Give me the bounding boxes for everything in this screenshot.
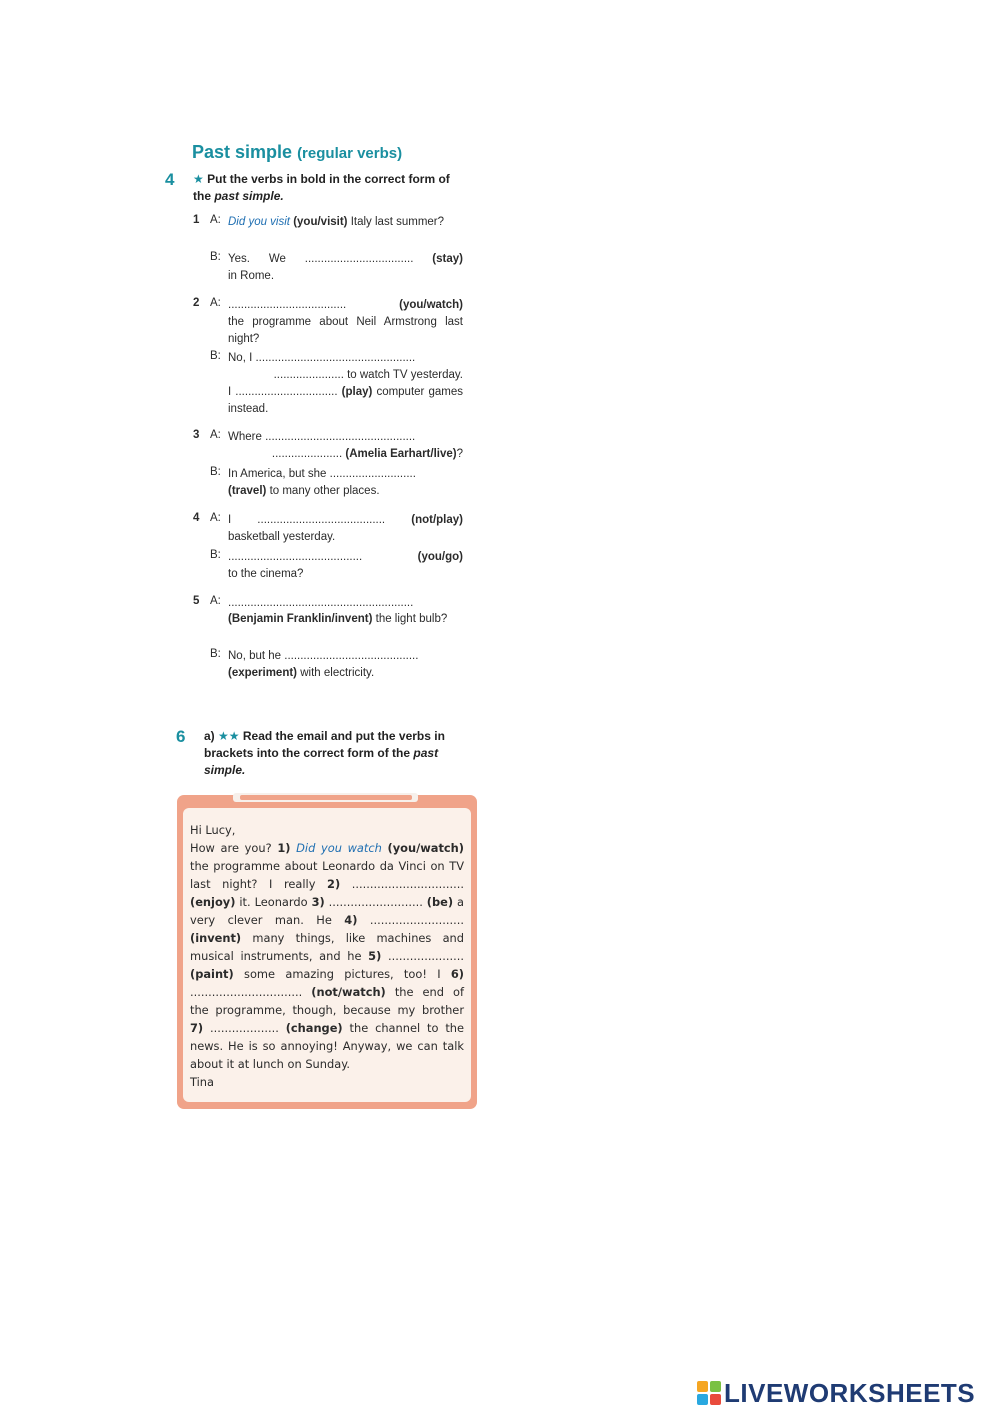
blank-2[interactable]: ............................... [351,877,465,891]
email-paragraph: How are you? 1) Did you watch (you/watch) the programme about Leonardo da Vinci on TV last night? I really 2) ............................... (enjoy) it. Leonardo 3) .......................... (be) a very clever man. He 4) .......................... (invent) many things, like machines and musical instruments, and he 5) ..................... (paint) some amazing pictures, too! I 6) ............................... (not/watch) the end of the programme, though, because my brother 7) ................... (change) the channel to the news. He is so annoying! Anyway, we can talk about it at lunch on Sunday. [190,841,465,1071]
question-1-a-text: Did you visit (you/visit) Italy last summer? [228,216,445,228]
question-4-b-text[interactable]: .......................................... (you/go) [228,551,463,563]
logo-square-2 [710,1381,721,1392]
question-2-a-rest: the programme about Neil Armstrong last night? [228,316,463,345]
blank-5[interactable]: ..................... [387,949,465,963]
email-signoff: Tina [190,1075,214,1089]
question-4-a-rest: basketball yesterday. [228,531,336,543]
email-text [190,821,464,1091]
star-icon: ★ [193,172,204,186]
logo-square-3 [697,1394,708,1405]
blank-7[interactable]: ................... [210,1021,279,1035]
question-3-b-rest: (travel) to many other places. [228,485,380,497]
speaker-b: B: [210,251,221,263]
question-2-a-blank[interactable]: ..................................... (you/watch) [228,299,463,311]
question-5-a-blank[interactable]: .......................................................... [228,597,414,609]
blank-6[interactable]: ............................... [190,985,303,999]
speaker-b: B: [210,648,221,660]
logo-square-1 [697,1381,708,1392]
speaker-b: B: [210,549,221,561]
email-tab-bar [240,795,412,800]
speaker-b: B: [210,466,221,478]
question-1-b-text[interactable]: Yes. We .................................. (stay) [228,253,463,265]
email-greeting: Hi Lucy, [190,823,236,837]
section-title-sub: (regular verbs) [297,145,403,162]
question-2-b-line1[interactable]: No, I .................................................. [228,352,416,364]
example-answer: Did you visit [228,216,290,228]
exercise-6-instruction: a) ★★ Read the email and put the verbs in brackets into the correct form of the past simple. [204,729,445,777]
question-3-a-line2[interactable]: ...................... (Amelia Earhart/live)? [271,448,463,460]
speaker-a: A: [210,595,221,607]
speaker-a: A: [210,214,221,226]
question-5-b-rest: (experiment) with electricity. [228,667,375,679]
question-2-b-line3[interactable]: I ................................ (play) computer games instead. [228,386,463,415]
question-2-b-line2[interactable]: ...................... to watch TV yesterday. [273,369,463,381]
speaker-a: A: [210,429,221,441]
liveworksheets-icon [697,1381,721,1405]
question-4-b-rest: to the cinema? [228,568,304,580]
question-1-b-rest: in Rome. [228,270,275,282]
speaker-a: A: [210,512,221,524]
question-4-number: 4 [193,512,200,524]
question-3-a-text[interactable]: Where ............................................... [228,431,416,443]
question-5-number: 5 [193,595,200,607]
liveworksheets-text: LIVEWORKSHEETS [724,1378,976,1408]
section-title [192,142,402,163]
speaker-a: A: [210,297,221,309]
blank-4[interactable]: .......................... [369,913,464,927]
question-2-number: 2 [193,297,200,309]
question-3-b-text[interactable]: In America, but she ........................... [228,468,416,480]
example-answer: Did you watch [296,841,382,855]
exercise-4-instruction: ★ Put the verbs in bold in the correct form of the past simple. [193,172,450,203]
star-icon: ★★ [218,729,240,743]
logo-square-4 [710,1394,721,1405]
question-5-a-rest: (Benjamin Franklin/invent) the light bulb? [228,613,448,625]
question-1-number: 1 [193,214,200,226]
question-5-b-text[interactable]: No, but he .......................................... [228,650,419,662]
speaker-b: B: [210,350,221,362]
exercise-4-number: 4 [165,170,175,189]
blank-3[interactable]: .......................... [328,895,423,909]
section-title-main: Past simple [192,142,293,162]
exercise-6-number: 6 [176,727,186,746]
question-4-a-text[interactable]: I ........................................ (not/play) [228,514,463,526]
question-3-number: 3 [193,429,200,441]
